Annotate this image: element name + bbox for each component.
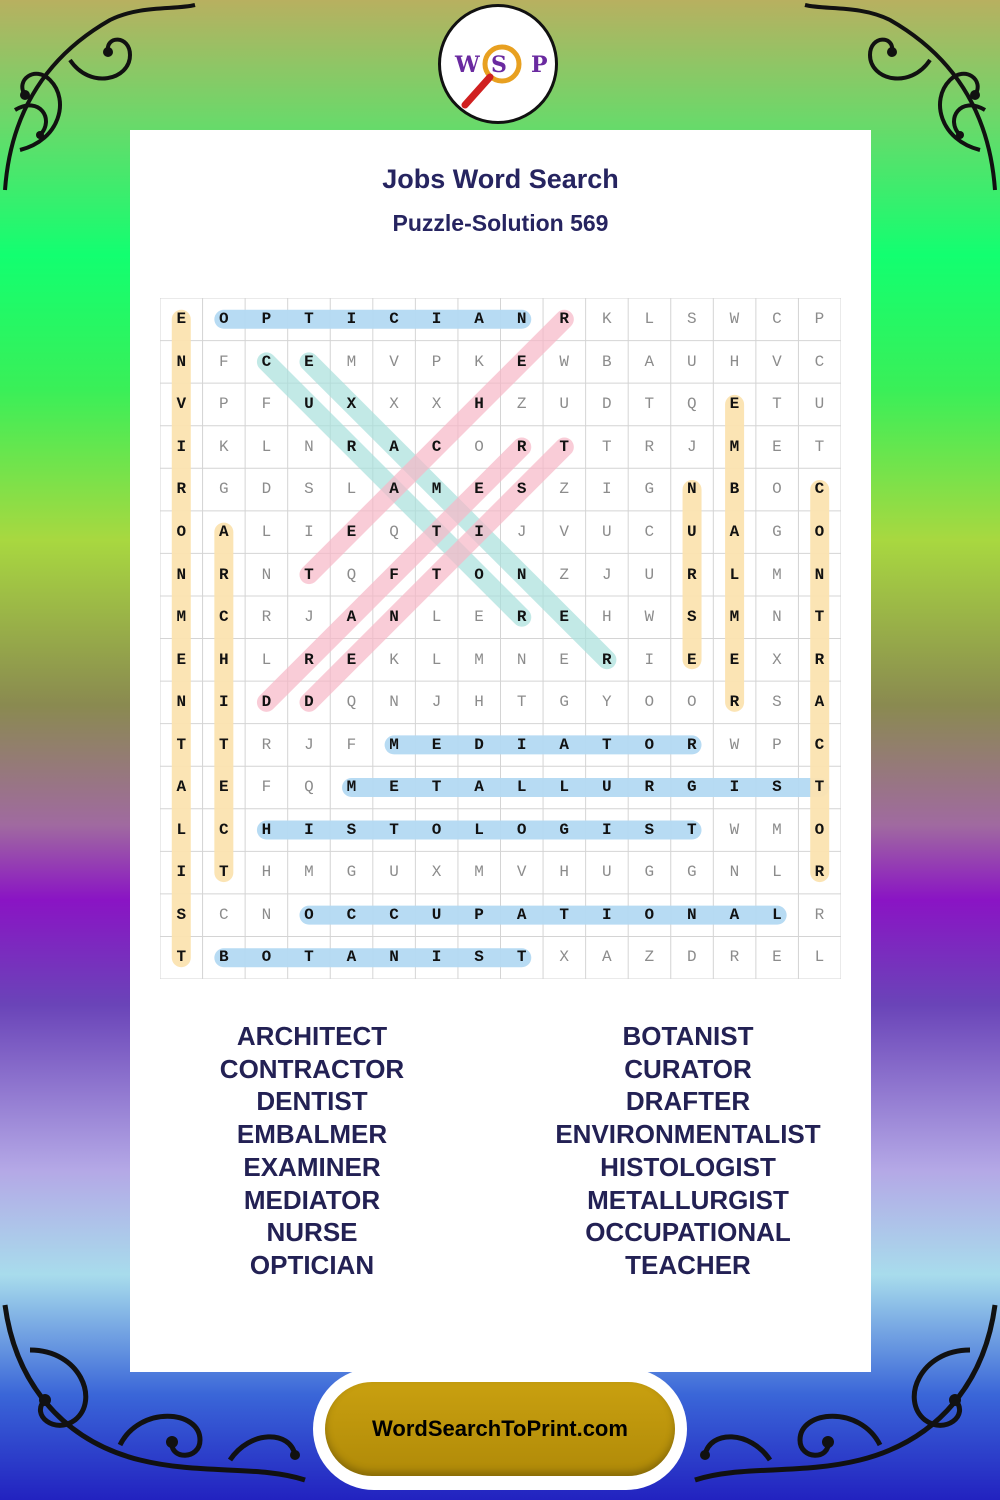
grid-cell[interactable]: T — [304, 948, 314, 967]
grid-cell[interactable]: T — [516, 693, 527, 712]
grid-cell[interactable]: P — [814, 310, 825, 329]
grid-cell[interactable]: H — [261, 820, 272, 839]
grid-cell[interactable]: L — [772, 905, 782, 924]
grid-cell[interactable]: L — [176, 820, 187, 839]
grid-cell[interactable]: C — [814, 480, 825, 499]
grid-cell[interactable]: O — [687, 693, 697, 712]
grid-cell[interactable]: M — [729, 437, 740, 456]
grid-cell[interactable]: I — [644, 650, 655, 669]
grid-cell[interactable]: R — [261, 735, 272, 754]
grid-cell[interactable]: O — [474, 437, 484, 456]
word-list-item: DRAFTER — [625, 1086, 751, 1117]
grid-cell[interactable]: R — [516, 608, 527, 627]
grid-cell[interactable]: P — [261, 310, 272, 329]
grid-cell[interactable]: W — [559, 352, 569, 371]
grid-cell[interactable]: A — [729, 523, 740, 541]
grid-cell[interactable]: G — [687, 863, 697, 882]
grid-cell[interactable]: Q — [346, 693, 357, 712]
grid-cell[interactable]: A — [516, 905, 527, 924]
grid-cell[interactable]: U — [431, 905, 442, 924]
grid-cell[interactable]: I — [176, 863, 187, 882]
grid-cell[interactable]: B — [219, 948, 229, 967]
grid-cell[interactable]: G — [559, 693, 569, 712]
grid-cell[interactable]: K — [474, 352, 484, 371]
logo-letter-w: W — [455, 52, 480, 78]
grid-cell[interactable]: Z — [559, 565, 569, 584]
grid-cell[interactable]: S — [304, 480, 314, 499]
grid-cell[interactable]: S — [176, 905, 187, 924]
word-search-grid — [160, 298, 841, 979]
grid-cell[interactable]: L — [644, 310, 655, 329]
grid-cell[interactable]: H — [559, 863, 569, 882]
grid-cell[interactable]: E — [772, 948, 782, 967]
grid-cell[interactable]: T — [304, 565, 314, 584]
word-list-item: TEACHER — [625, 1249, 751, 1280]
logo-letter-p: P — [531, 52, 548, 78]
grid-cell[interactable]: L — [772, 863, 782, 882]
grid-cell[interactable]: L — [474, 820, 484, 839]
grid-cell[interactable]: E — [389, 778, 399, 797]
grid-cell[interactable]: G — [559, 820, 569, 839]
grid-cell[interactable]: R — [687, 735, 697, 754]
grid-cell[interactable]: R — [729, 693, 740, 712]
grid-cell[interactable]: G — [346, 863, 357, 882]
grid-cell[interactable]: C — [431, 437, 442, 456]
grid-cell[interactable]: L — [814, 948, 825, 967]
grid-cell[interactable]: X — [346, 395, 357, 414]
grid-cell[interactable]: V — [389, 352, 399, 371]
grid-cell[interactable]: F — [261, 778, 272, 797]
grid-cell[interactable]: D — [304, 693, 314, 712]
grid-cell[interactable]: A — [814, 693, 825, 712]
grid-cell[interactable]: D — [687, 948, 697, 967]
grid-cell[interactable]: E — [559, 608, 569, 627]
grid-cell[interactable]: T — [814, 437, 825, 456]
grid-cell[interactable]: N — [516, 650, 527, 669]
grid-cell[interactable]: M — [389, 735, 399, 754]
grid-cell[interactable]: T — [219, 863, 229, 882]
grid-cell[interactable]: A — [219, 523, 229, 541]
grid-cell[interactable]: T — [176, 948, 187, 967]
grid-cell[interactable]: E — [176, 310, 187, 329]
word-list-item: BOTANIST — [622, 1021, 754, 1051]
grid-cell[interactable]: N — [516, 565, 527, 584]
grid-cell[interactable]: D — [261, 693, 272, 712]
grid-cell[interactable]: N — [176, 565, 187, 584]
grid-cell[interactable]: I — [729, 778, 740, 797]
word-list-item: OPTICIAN — [249, 1249, 375, 1280]
grid-cell[interactable]: E — [474, 608, 484, 627]
grid-cell[interactable]: E — [346, 523, 357, 541]
grid-cell[interactable]: P — [431, 352, 442, 371]
grid-cell[interactable]: T — [601, 437, 612, 456]
grid-cell[interactable]: S — [516, 480, 527, 499]
grid-cell[interactable]: G — [644, 863, 655, 882]
grid-cell[interactable]: M — [346, 352, 357, 371]
grid-cell[interactable]: B — [601, 352, 612, 371]
grid-cell[interactable]: C — [814, 735, 825, 754]
grid-cell[interactable]: V — [772, 352, 782, 371]
grid-cell[interactable]: D — [261, 480, 272, 499]
grid-cell[interactable]: A — [389, 437, 399, 456]
grid-cell[interactable]: R — [601, 650, 612, 669]
grid-cell[interactable]: U — [601, 778, 612, 797]
grid-cell[interactable]: I — [219, 693, 229, 712]
word-list-item: DENTIST — [256, 1086, 368, 1117]
grid-cell[interactable]: N — [516, 310, 527, 329]
grid-cell[interactable]: L — [729, 565, 740, 584]
grid-cell[interactable]: E — [346, 650, 357, 669]
grid-cell[interactable]: C — [389, 905, 399, 924]
word-list-item: ENVIRONMENTALIST — [555, 1119, 821, 1150]
word-list-item: NURSE — [266, 1217, 358, 1248]
grid-cell[interactable]: M — [474, 650, 484, 669]
grid-cell[interactable]: L — [346, 480, 357, 499]
grid-cell[interactable]: N — [814, 565, 825, 584]
grid-cell[interactable]: U — [389, 863, 399, 882]
letter-grid — [160, 298, 841, 979]
grid-cell[interactable]: H — [219, 650, 229, 669]
grid-cell[interactable]: N — [176, 693, 187, 712]
grid-cell[interactable]: U — [559, 395, 569, 414]
word-list-item: HISTOLOGIST — [600, 1151, 776, 1182]
grid-cell[interactable]: U — [644, 565, 655, 584]
grid-cell[interactable]: R — [814, 905, 825, 924]
grid-cell[interactable]: H — [261, 863, 272, 882]
grid-cell[interactable]: E — [431, 735, 442, 754]
grid-cell[interactable]: X — [389, 395, 399, 414]
grid-cell[interactable]: C — [814, 352, 825, 371]
grid-cell[interactable]: K — [219, 437, 229, 456]
grid-cell[interactable]: O — [814, 820, 825, 839]
grid-cell[interactable]: R — [644, 778, 655, 797]
grid-cell[interactable]: I — [474, 523, 484, 541]
grid-cell[interactable]: E — [729, 650, 740, 669]
puzzle-title: Jobs Word Search — [382, 164, 619, 194]
grid-cell[interactable]: R — [261, 608, 272, 627]
grid-cell[interactable]: T — [601, 735, 612, 754]
grid-cell[interactable]: N — [687, 905, 697, 924]
grid-cell[interactable]: O — [261, 948, 272, 967]
grid-cell[interactable]: W — [729, 310, 740, 329]
grid-cell[interactable]: E — [304, 352, 314, 371]
grid-cell[interactable]: G — [687, 778, 697, 797]
grid-cell[interactable]: T — [431, 565, 442, 584]
grid-cell[interactable]: T — [772, 395, 782, 414]
grid-cell[interactable]: Z — [644, 948, 655, 967]
grid-cell[interactable]: N — [261, 565, 272, 584]
grid-cell[interactable]: K — [389, 650, 399, 669]
grid-cell[interactable]: V — [176, 395, 187, 414]
grid-cell[interactable]: A — [559, 735, 569, 754]
grid-cell[interactable]: A — [601, 948, 612, 967]
grid-cell[interactable]: I — [601, 905, 612, 924]
grid-cell[interactable]: P — [474, 905, 484, 924]
footer-badge — [313, 1368, 687, 1490]
grid-cell[interactable]: I — [431, 310, 442, 329]
grid-cell[interactable]: S — [687, 310, 697, 329]
grid-cell[interactable]: Q — [304, 778, 314, 797]
word-list-item: OCCUPATIONAL — [585, 1217, 791, 1248]
grid-cell[interactable]: C — [644, 523, 655, 541]
word-list-item: MEDIATOR — [243, 1184, 381, 1215]
grid-cell[interactable]: T — [389, 820, 399, 839]
grid-cell[interactable]: J — [687, 437, 697, 456]
grid-cell[interactable]: T — [814, 608, 825, 627]
grid-cell[interactable]: T — [559, 905, 569, 924]
grid-cell[interactable]: C — [389, 310, 399, 329]
grid-cell[interactable]: R — [814, 863, 825, 882]
grid-cell[interactable]: G — [644, 480, 655, 499]
grid-cell[interactable]: L — [559, 778, 569, 797]
grid-cell[interactable]: H — [474, 693, 484, 712]
grid-cell[interactable]: O — [772, 480, 782, 499]
grid-cell[interactable]: W — [729, 820, 740, 839]
grid-cell[interactable]: R — [729, 948, 740, 967]
grid-cell[interactable]: T — [219, 735, 229, 754]
grid-cell[interactable]: S — [346, 820, 357, 839]
grid-cell[interactable]: T — [304, 310, 314, 329]
grid-cell[interactable]: O — [176, 523, 187, 541]
grid-cell[interactable]: H — [601, 608, 612, 627]
grid-cell[interactable]: M — [772, 820, 782, 839]
grid-cell[interactable]: P — [219, 395, 229, 414]
grid-cell[interactable]: N — [729, 863, 740, 882]
grid-cell[interactable]: T — [431, 523, 442, 541]
grid-cell[interactable]: N — [389, 608, 399, 627]
grid-cell[interactable]: O — [644, 693, 655, 712]
site-logo — [438, 4, 558, 124]
grid-cell[interactable]: M — [304, 863, 314, 882]
grid-cell[interactable]: O — [644, 905, 655, 924]
grid-cell[interactable]: N — [261, 905, 272, 924]
grid-cell[interactable]: E — [219, 778, 229, 797]
grid-cell[interactable]: E — [687, 650, 697, 669]
grid-cell[interactable]: I — [346, 310, 357, 329]
grid-cell[interactable]: L — [261, 650, 272, 669]
grid-cell[interactable]: N — [772, 608, 782, 627]
grid-cell[interactable]: G — [772, 523, 782, 541]
grid-cell[interactable]: R — [346, 437, 357, 456]
grid-cell[interactable]: D — [474, 735, 484, 754]
grid-cell[interactable]: T — [431, 778, 442, 797]
logo-letter-s: S — [491, 52, 507, 78]
grid-cell[interactable]: F — [389, 565, 399, 584]
word-list-item: EMBALMER — [236, 1119, 388, 1150]
grid-cell[interactable]: I — [601, 820, 612, 839]
grid-cell[interactable]: E — [729, 395, 740, 414]
grid-cell[interactable]: U — [814, 395, 825, 414]
grid-cell[interactable]: G — [219, 480, 229, 499]
grid-cell[interactable]: B — [729, 480, 740, 499]
grid-cell[interactable]: T — [814, 778, 825, 797]
grid-cell[interactable]: I — [304, 523, 314, 541]
grid-cell[interactable]: C — [219, 820, 229, 839]
grid-cell[interactable]: P — [772, 735, 782, 754]
grid-cell[interactable]: R — [687, 565, 697, 584]
grid-cell[interactable]: S — [772, 778, 782, 797]
grid-cell[interactable]: J — [304, 735, 314, 754]
grid-cell[interactable]: M — [474, 863, 484, 882]
grid-cell[interactable]: L — [516, 778, 527, 797]
grid-cell[interactable]: M — [176, 608, 187, 627]
grid-cell[interactable]: Y — [601, 693, 612, 712]
site-link[interactable]: WordSearchToPrint.com — [325, 1382, 675, 1476]
grid-cell[interactable]: U — [601, 523, 612, 541]
grid-cell[interactable]: R — [516, 437, 527, 456]
grid-cell[interactable]: T — [176, 735, 187, 754]
grid-cell[interactable]: L — [431, 608, 442, 627]
grid-cell[interactable]: N — [389, 948, 399, 967]
word-list-item: CONTRACTOR — [219, 1053, 405, 1084]
grid-cell[interactable]: E — [516, 352, 527, 371]
word-list-item: ARCHITECT — [236, 1021, 388, 1051]
grid-cell[interactable]: R — [176, 480, 187, 499]
word-list-item: CURATOR — [624, 1053, 752, 1084]
grid-cell[interactable]: I — [516, 735, 527, 754]
grid-cell[interactable]: A — [729, 905, 740, 924]
grid-cell[interactable]: X — [431, 395, 442, 414]
grid-cell[interactable]: T — [516, 948, 527, 967]
grid-cell[interactable]: A — [346, 608, 357, 627]
grid-cell[interactable]: H — [474, 395, 484, 414]
grid-cell[interactable]: C — [261, 352, 272, 371]
grid-cell[interactable]: J — [601, 565, 612, 584]
grid-cell[interactable]: Z — [516, 395, 527, 414]
word-list-left — [122, 1020, 502, 1282]
grid-cell[interactable]: S — [687, 608, 697, 627]
grid-cell[interactable]: R — [644, 437, 655, 456]
grid-cell[interactable]: Q — [687, 395, 697, 414]
grid-cell[interactable]: R — [219, 565, 229, 584]
grid-cell[interactable]: C — [219, 608, 229, 627]
word-list-item: EXAMINER — [243, 1151, 381, 1182]
grid-cell[interactable]: S — [644, 820, 655, 839]
grid-cell[interactable]: R — [304, 650, 314, 669]
grid-cell[interactable]: D — [601, 395, 612, 414]
grid-cell[interactable]: X — [559, 948, 569, 967]
grid-cell[interactable]: F — [219, 352, 229, 371]
grid-cell[interactable]: H — [729, 352, 740, 371]
grid-cell[interactable]: W — [644, 608, 655, 627]
grid-cell[interactable]: F — [346, 735, 357, 754]
grid-cell[interactable]: C — [346, 905, 357, 924]
grid-cell[interactable]: F — [261, 395, 272, 414]
grid-cell[interactable]: M — [431, 480, 442, 499]
grid-cell[interactable]: U — [304, 395, 314, 414]
grid-cell[interactable]: M — [772, 565, 782, 584]
grid-cell[interactable]: N — [176, 352, 187, 371]
grid-cell[interactable]: M — [729, 608, 740, 627]
grid-cell[interactable]: T — [687, 820, 697, 839]
grid-cell[interactable]: E — [559, 650, 569, 669]
grid-cell[interactable]: A — [474, 778, 484, 797]
grid-cell[interactable]: C — [219, 905, 229, 924]
grid-cell[interactable]: J — [304, 608, 314, 627]
grid-cell[interactable]: N — [304, 437, 314, 456]
grid-cell[interactable]: O — [431, 820, 442, 839]
grid-cell[interactable]: V — [559, 523, 569, 541]
grid-cell[interactable]: A — [346, 948, 357, 967]
grid-cell[interactable]: Q — [346, 565, 357, 584]
grid-cell[interactable]: A — [644, 352, 655, 371]
grid-cell[interactable]: U — [687, 523, 697, 541]
grid-cell[interactable]: T — [559, 437, 569, 456]
grid-cell[interactable]: O — [644, 735, 655, 754]
grid-cell[interactable]: O — [219, 310, 229, 329]
grid-cell[interactable]: X — [431, 863, 442, 882]
grid-cell[interactable]: T — [644, 395, 655, 414]
grid-cell[interactable]: X — [772, 650, 782, 669]
grid-cell[interactable]: N — [389, 693, 399, 712]
grid-cell[interactable]: R — [814, 650, 825, 669]
grid-cell[interactable]: S — [772, 693, 782, 712]
grid-cell[interactable]: E — [474, 480, 484, 499]
grid-cell[interactable]: M — [346, 778, 357, 797]
grid-cell[interactable]: A — [474, 310, 484, 329]
grid-cell[interactable]: L — [431, 650, 442, 669]
grid-cell[interactable]: U — [687, 352, 697, 371]
grid-cell[interactable]: L — [261, 523, 272, 541]
grid-cell[interactable]: J — [516, 523, 527, 541]
grid-cell[interactable]: I — [176, 437, 187, 456]
grid-cell[interactable]: A — [176, 778, 187, 797]
grid-cell[interactable]: O — [814, 523, 825, 541]
grid-cell[interactable]: O — [474, 565, 484, 584]
grid-cell[interactable]: O — [304, 905, 314, 924]
grid-cell[interactable]: R — [559, 310, 569, 329]
grid-cell[interactable]: U — [601, 863, 612, 882]
grid-cell[interactable]: I — [431, 948, 442, 967]
grid-cell[interactable]: K — [601, 310, 612, 329]
grid-cell[interactable]: V — [516, 863, 527, 882]
grid-cell[interactable]: E — [772, 437, 782, 456]
grid-cell[interactable]: J — [431, 693, 442, 712]
word-list-right — [498, 1020, 878, 1282]
puzzle-subtitle: Puzzle-Solution 569 — [392, 210, 609, 236]
grid-cell[interactable]: O — [516, 820, 527, 839]
grid-cell[interactable]: L — [261, 437, 272, 456]
grid-cell[interactable]: Z — [559, 480, 569, 499]
grid-cell[interactable]: S — [474, 948, 484, 967]
grid-cell[interactable]: W — [729, 735, 740, 754]
grid-cell[interactable]: E — [176, 650, 187, 669]
grid-cell[interactable]: C — [772, 310, 782, 329]
grid-cell[interactable]: I — [304, 820, 314, 839]
grid-cell[interactable]: I — [601, 480, 612, 499]
word-list-item: METALLURGIST — [587, 1184, 789, 1215]
grid-cell[interactable]: A — [389, 480, 399, 499]
grid-cell[interactable]: N — [687, 480, 697, 499]
grid-cell[interactable]: Q — [389, 523, 399, 541]
